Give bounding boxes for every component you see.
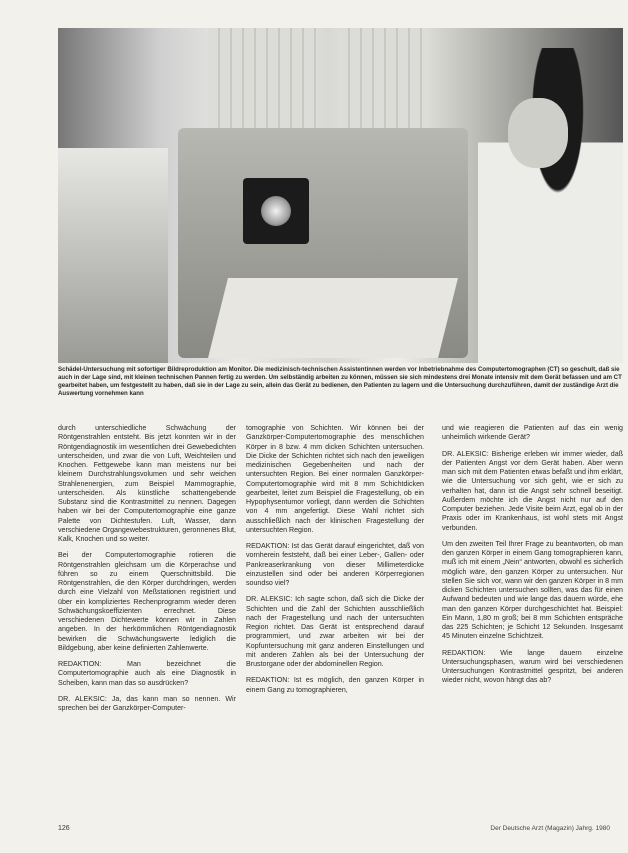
article-body — [58, 424, 623, 819]
ct-monitor-screen — [243, 178, 309, 244]
page-number: 126 — [58, 825, 70, 832]
paragraph: durch unterschiedliche Schwächung der Röntgenstrahlen entsteht. Bis jetzt konnten wir in der Röntgendiagnostik im wesentlichen drei Gewebedichten unterscheiden, und zwar die von Luft, Weichteilen und Knochen. Fettgewebe kann man meistens nur bei kleinem Durchstrahlungsvolumen und sehr weichen Strahlenenergien, zum Beispiel Mammographie, unterscheiden. Als künstliche schattengebende Substanz sind die Kontrastmittel zu nennen. Dagegen haben wir bei der Computertomographie eine ganze Palette von Dichtestufen. Luft, Wasser, dann verschiedene Organgewebestrukturen, geronnenes Blut, Kalk, Knochen und so weiter. — [58, 424, 236, 543]
paragraph: DR. ALEKSIC: Ja, das kann man so nennen. Wir sprechen bei der Ganzkörper-Computer- — [58, 694, 236, 712]
paragraph: tomographie von Schichten. Wir können bei der Ganzkörper-Computertomographie des menschlichen Körper in 8 bzw. 4 mm dicken Schichten untersuchen. Die Dicke der Schichten richtet sich nach den jeweiligen medizinischen Gegebenheiten und nach der untersuchten Region. Bei einer normalen Ganzkörper-Computertomographie wird mit 8 mm Schichtdicken gearbeitet, leitet zum Beispiel die Fragestellung, ob ein Hypophysentumor vorliegt, dann werden die Schichten von 4 mm angefertigt. Diese Wahl richtet sich ausschließlich nach der klinischen Fragestellung der untersuchten Region. — [246, 424, 424, 534]
technician-figure — [478, 48, 623, 363]
monitor-unit — [58, 148, 168, 363]
paragraph: REDAKTION: Wie lange dauern einzelne Untersuchungsphasen, warum wird bei verschiedenen Untersuchungen Kontrastmittel gespritzt, bei anderen wieder nicht, wovon hängt das ab? — [442, 648, 623, 685]
publication-footer: Der Deutsche Arzt (Magazin) Jahrg. 1980 — [490, 825, 610, 832]
paragraph: REDAKTION: Man bezeichnet die Computertomographie auch als eine Diagnostik in Scheiben, kann man das so ausdrücken? — [58, 660, 236, 687]
paragraph: DR. ALEKSIC: Bisherige erleben wir immer wieder, daß der Patienten Angst vor dem Gerät haben. Aber wenn man sich mit dem Patienten etwas befaßt und ihm erklärt, wie die Untersuchung vor sich geht, wie er sich zu verhalten hat, dann ist die Angst sehr schnell beseitigt. Außerdem möchte ich die Angst nicht nur auf den Computer beziehen. Jede Visite beim Arzt, egal ob in der Praxis oder im Krankenhaus, ist wohl stets mit Angst verbunden. — [442, 449, 623, 532]
photo-caption: Schädel-Untersuchung mit sofortiger Bildreproduktion am Monitor. Die medizinisch-technischen Assistentinnen werden vor Inbetriebnahme des Computertomographen (CT) so geschult, daß sie auch in der Lage sind, mit kleinen technischen Pannen fertig zu werden. Um selbständig arbeiten zu können, müssen sie sich mindestens drei Monate intensiv mit dem Gerät befassen und am CT gearbeitet haben, um festgestellt zu haben, daß sie in der Lage zu sein, allein das Gerät zu bedienen, den Patienten zu lagern und die Untersuchung durchzuführen, damit der zuständige Arzt die Auswertung vornehmen kann — [58, 366, 622, 398]
printout-paper — [208, 278, 458, 358]
text-column-3 — [442, 424, 623, 693]
text-column-2 — [246, 424, 424, 702]
paragraph: REDAKTION: Ist das Gerät darauf eingerichtet, daß von vornherein feststeht, daß bei einer Leber-, Gallen- oder Pankreaserkrankung von dieser Millimeterdicke einzustellen sind oder bei anderen Körperregionen soundso viel? — [246, 542, 424, 587]
paragraph: DR. ALEKSIC: Ich sagte schon, daß sich die Dicke der Schichten und die Zahl der Schichten ausschließlich nach der Fragestellung und nach der untersuchten Region richtet. Das Gerät ist entsprechend darauf programmiert, und zwar arbeiten wir bei der Kopfuntersuchung mit ganz anderen Einstellungen und mit anderen Zahlen als bei der Untersuchung der Brustorgane oder der abdominellen Region. — [246, 595, 424, 668]
technician-face — [508, 98, 568, 168]
text-column-1 — [58, 424, 236, 720]
paragraph: REDAKTION: Ist es möglich, den ganzen Körper in einem Gang zu tomographieren, — [246, 676, 424, 694]
ct-scan-photo — [58, 28, 623, 363]
paragraph: und wie reagieren die Patienten auf das ein wenig unheimlich wirkende Gerät? — [442, 424, 623, 442]
paragraph: Um den zweiten Teil Ihrer Frage zu beantworten, ob man den ganzen Körper in einem Gang tomographieren kann, muß ich mit einem „Nein“ antworten, obwohl es sicherlich möglich wäre, den ganzen Körper zu untersuchen. Nur stellen Sie sich vor, wann wir den ganzen Körper in 8 mm dicken Schichten untersuchen sollten, was das für einen Aufwand bedeuten und wie lange das dauern würde, ehe man den ganzen Körper durchgeschichtet hat. Beispiel: Ein Mann, 1,80 m groß; bei 8 mm Schichten entspräche das 225 Schichten; je Schicht 12 Sekunden. Insgesamt 45 Minuten einzelne Schichtzeit. — [442, 539, 623, 641]
paragraph: Bei der Computertomographie rotieren die Röntgenstrahlen gleichsam um die Körperachse und führen so zu einem Querschnittsbild. Die Röntgenstrahlen, die den Körper durchdringen, werden durch eine Vielzahl von Meßstationen registriert und über ein kompliziertes Rechenprogramm wieder deren Schwächungskoeffizienten errechnet. Diese verschiedenen Dichtewerte können wir in Zahlen angeben. In der herkömmlichen Röntgendiagnostik bewirken die Schwächungswerte lediglich die Bildgebung, aber keine definierten Zahlenwerte. — [58, 551, 236, 652]
